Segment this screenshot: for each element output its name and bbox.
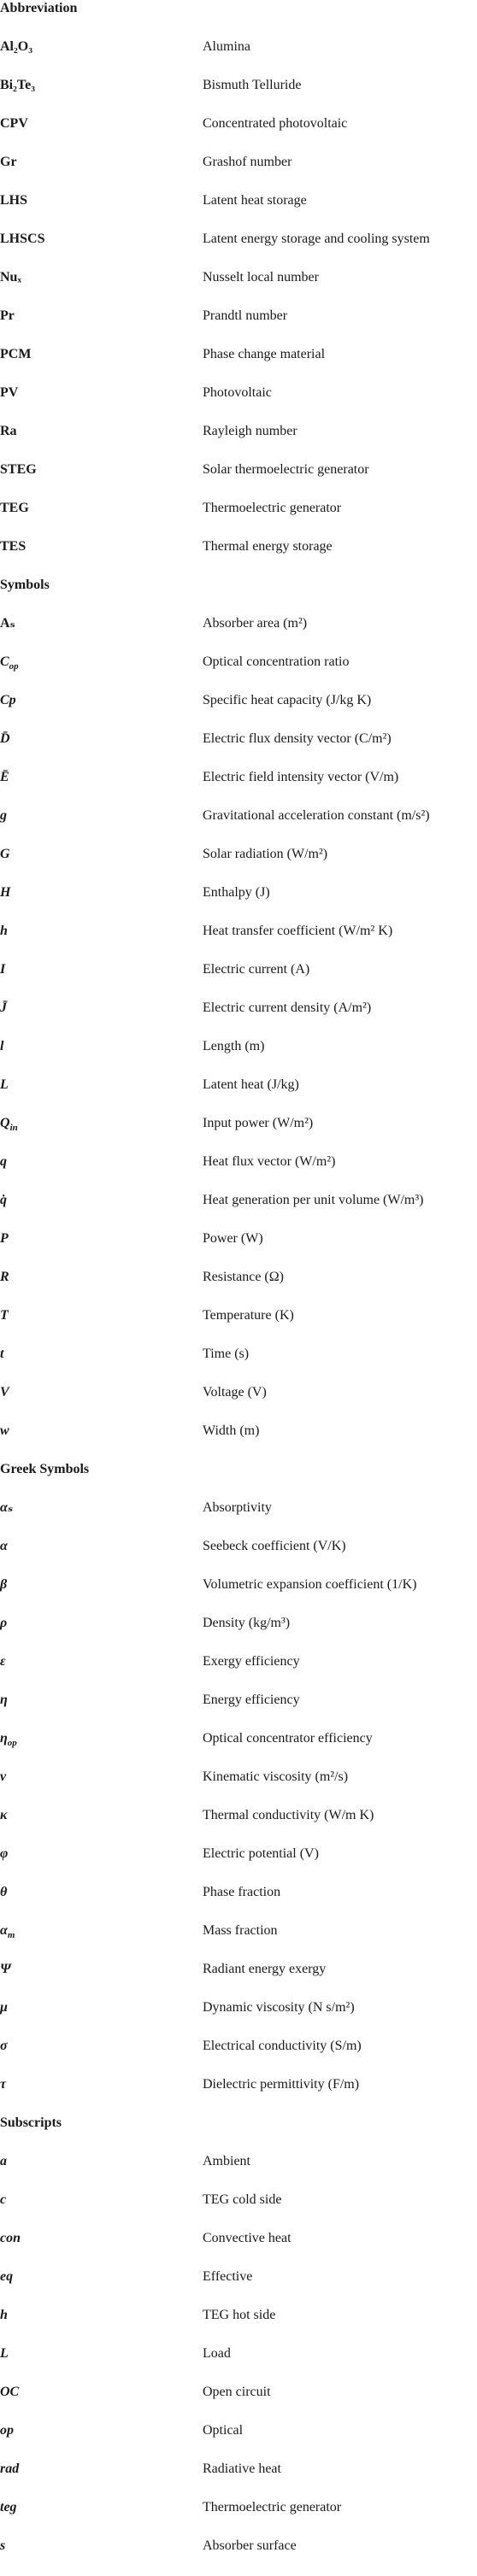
definition: Radiative heat (203, 2462, 281, 2476)
nomenclature-row (0, 1769, 477, 1807)
definition: Heat flux vector (W/m²) (203, 1154, 336, 1169)
nomenclature-row (0, 2384, 477, 2422)
nomenclature-row (0, 308, 477, 346)
definition: Temperature (K) (203, 1308, 294, 1323)
definition: Phase fraction (203, 1885, 281, 1899)
definition: Electric potential (V) (203, 1846, 319, 1861)
term: φ (0, 1846, 9, 1861)
term: Aₛ (0, 616, 15, 631)
term: op (0, 2423, 14, 2438)
term: TES (0, 539, 26, 554)
definition: Width (m) (203, 1423, 260, 1438)
definition: Specific heat capacity (J/kg K) (203, 693, 372, 707)
term: rad (0, 2462, 20, 2476)
nomenclature-row (0, 2038, 477, 2076)
nomenclature-row (0, 731, 477, 769)
term: ε (0, 1654, 6, 1669)
definition: Thermal conductivity (W/m K) (203, 1808, 374, 1822)
definition: Load (203, 2346, 231, 2361)
definition: Electric current (A) (203, 962, 310, 977)
nomenclature-row (0, 769, 477, 807)
term: Al₂O₃ (0, 39, 33, 54)
term: Gr (0, 155, 17, 169)
term: a (0, 2154, 7, 2168)
nomenclature-row (0, 384, 477, 423)
nomenclature-row (0, 461, 477, 500)
nomenclature-row (0, 1845, 477, 1884)
nomenclature-row (0, 500, 477, 538)
term: OC (0, 2385, 20, 2399)
definition: Electric flux density vector (C/m²) (203, 731, 392, 746)
nomenclature-row (0, 807, 477, 846)
nomenclature-row (0, 2230, 477, 2268)
term: ρ (0, 1616, 8, 1630)
term: β (0, 1577, 8, 1592)
definition: Electrical conductivity (S/m) (203, 2039, 362, 2053)
definition: Nusselt local number (203, 270, 319, 285)
nomenclature-row (0, 1538, 477, 1576)
definition: Absorber surface (203, 2538, 297, 2553)
term: CPV (0, 116, 28, 131)
term: σ (0, 2039, 8, 2053)
term: PV (0, 385, 19, 400)
nomenclature-row (0, 1230, 477, 1269)
nomenclature-row (0, 2422, 477, 2461)
term: Nuₓ (0, 270, 22, 285)
term: κ (0, 1808, 8, 1822)
definition: Radiant energy exergy (203, 1962, 327, 1976)
definition: Mass fraction (203, 1923, 278, 1938)
nomenclature-row (0, 231, 477, 269)
definition: Latent heat (J/kg) (203, 1077, 299, 1092)
term: Bi₂Te₃ (0, 78, 36, 92)
definition: Convective heat (203, 2231, 292, 2245)
nomenclature-row (0, 115, 477, 154)
term: h (0, 924, 8, 938)
nomenclature-row (0, 1922, 477, 1961)
nomenclature-row (0, 346, 477, 384)
nomenclature-row (0, 1115, 477, 1153)
nomenclature-row (0, 1192, 477, 1230)
term: J̄ (0, 1000, 7, 1015)
nomenclature-row (0, 1000, 477, 1038)
nomenclature-row (0, 884, 477, 923)
nomenclature-row (0, 846, 477, 884)
definition: Heat generation per unit volume (W/m³) (203, 1193, 424, 1207)
term: TEG (0, 501, 29, 515)
nomenclature-row (0, 923, 477, 961)
definition: Concentrated photovoltaic (203, 116, 348, 131)
nomenclature-row (0, 1384, 477, 1423)
definition: Seebeck coefficient (V/K) (203, 1539, 346, 1553)
nomenclature-row (0, 961, 477, 1000)
nomenclature-row (0, 1269, 477, 1307)
term: LHSCS (0, 232, 45, 246)
definition: Absorptivity (203, 1500, 272, 1515)
section-heading: Subscripts (0, 2115, 62, 2130)
definition: Latent heat storage (203, 193, 307, 208)
term: V (0, 1385, 9, 1399)
nomenclature-row (0, 423, 477, 461)
definition: Electric current density (A/m²) (203, 1000, 372, 1015)
nomenclature-row (0, 192, 477, 231)
term: H (0, 885, 11, 900)
definition: Dielectric permittivity (F/m) (203, 2077, 360, 2092)
definition: Effective (203, 2269, 253, 2284)
definition: Exergy efficiency (203, 1654, 300, 1669)
nomenclature-row (0, 538, 477, 577)
term: eq (0, 2269, 14, 2284)
term: G (0, 847, 10, 861)
definition: Length (m) (203, 1039, 265, 1053)
nomenclature-row (0, 692, 477, 731)
definition: Electric field intensity vector (V/m) (203, 770, 399, 784)
section-heading: Symbols (0, 578, 50, 592)
definition: Solar thermoelectric generator (203, 462, 369, 477)
nomenclature-row (0, 1730, 477, 1769)
nomenclature-row (0, 2192, 477, 2230)
definition: Dynamic viscosity (N s/m²) (203, 2000, 355, 2015)
term: Ra (0, 424, 17, 438)
definition: Kinematic viscosity (m²/s) (203, 1769, 349, 1784)
term: h (0, 2308, 8, 2322)
definition: Volumetric expansion coefficient (1/K) (203, 1577, 417, 1592)
term: con (0, 2231, 21, 2245)
definition: Optical (203, 2423, 244, 2438)
definition: Enthalpy (J) (203, 885, 270, 900)
nomenclature-row (0, 1999, 477, 2038)
nomenclature-row (0, 1961, 477, 1999)
definition: Power (W) (203, 1231, 263, 1246)
nomenclature-row (0, 654, 477, 692)
nomenclature-row (0, 269, 477, 308)
nomenclature-row (0, 2538, 477, 2576)
term: P (0, 1231, 9, 1246)
nomenclature-row (0, 154, 477, 192)
definition: Rayleigh number (203, 424, 297, 438)
term: R (0, 1270, 9, 1284)
definition: Photovoltaic (203, 385, 272, 400)
term: Pr (0, 308, 15, 323)
definition: Latent energy storage and cooling system (203, 232, 430, 246)
term: θ (0, 1885, 8, 1899)
term: T (0, 1308, 9, 1323)
term: c (0, 2192, 7, 2207)
section-heading: Abbreviation (0, 1, 78, 15)
nomenclature-row (0, 38, 477, 77)
term: LHS (0, 193, 28, 208)
term: PCM (0, 347, 32, 361)
term: teg (0, 2500, 17, 2514)
nomenclature-row (0, 2076, 477, 2115)
term: α (0, 1539, 8, 1553)
term: τ (0, 2077, 7, 2092)
definition: Gravitational acceleration constant (m/s²) (203, 808, 430, 823)
nomenclature-row (0, 77, 477, 115)
definition: Bismuth Telluride (203, 78, 302, 92)
term: g (0, 808, 7, 823)
term: $\alpha_m$ (0, 1923, 15, 1941)
nomenclature-row (0, 2345, 477, 2384)
nomenclature-row (0, 2153, 477, 2192)
definition: Solar radiation (W/m²) (203, 847, 328, 861)
definition: TEG cold side (203, 2192, 282, 2207)
term: μ (0, 2000, 8, 2015)
definition: Resistance (Ω) (203, 1270, 284, 1284)
nomenclature-row (0, 1423, 477, 1461)
nomenclature-row (0, 2307, 477, 2345)
definition: Thermoelectric generator (203, 2500, 342, 2514)
definition: Thermal energy storage (203, 539, 333, 554)
definition: Phase change material (203, 347, 326, 361)
nomenclature-row (0, 1884, 477, 1922)
nomenclature-row (0, 1153, 477, 1192)
definition: Open circuit (203, 2385, 271, 2399)
definition: Ambient (203, 2154, 250, 2168)
term: $\eta_{op}$ (0, 1731, 17, 1749)
nomenclature-row (0, 2499, 477, 2538)
nomenclature-row (0, 1038, 477, 1077)
nomenclature-row (0, 615, 477, 654)
definition: Absorber area (m²) (203, 616, 308, 631)
definition: Density (kg/m³) (203, 1616, 291, 1630)
nomenclature-row (0, 1307, 477, 1346)
term: ν (0, 1769, 7, 1784)
term: w (0, 1423, 9, 1438)
term: $C_{op}$ (0, 654, 19, 672)
term: I (0, 962, 6, 977)
definition: Optical concentration ratio (203, 654, 350, 669)
nomenclature-row (0, 2268, 477, 2307)
nomenclature-row (0, 1807, 477, 1845)
nomenclature-row (0, 2461, 477, 2499)
nomenclature-row (0, 1576, 477, 1615)
definition: Optical concentrator efficiency (203, 1731, 373, 1746)
term: η (0, 1693, 8, 1707)
definition: Voltage (V) (203, 1385, 267, 1399)
term: s (0, 2538, 6, 2553)
term: Ψ (0, 1962, 11, 1976)
term: t (0, 1347, 4, 1361)
section-heading: Greek Symbols (0, 1462, 90, 1476)
definition: Thermoelectric generator (203, 501, 342, 515)
definition: Time (s) (203, 1347, 250, 1361)
definition: Grashof number (203, 155, 292, 169)
term: Ē (0, 770, 9, 784)
nomenclature-row (0, 1077, 477, 1115)
nomenclature-row (0, 1499, 477, 1538)
definition: Input power (W/m²) (203, 1116, 314, 1130)
definition: Energy efficiency (203, 1693, 300, 1707)
nomenclature-row (0, 1615, 477, 1653)
nomenclature-row (0, 1346, 477, 1384)
term: Cp (0, 693, 16, 707)
term: q̇ (0, 1193, 7, 1207)
term: l (0, 1039, 4, 1053)
nomenclature-row (0, 1692, 477, 1730)
nomenclature-row (0, 1653, 477, 1692)
term: αₛ (0, 1500, 14, 1515)
definition: Prandtl number (203, 308, 288, 323)
term: $Q_{in}$ (0, 1116, 18, 1134)
definition: Alumina (203, 39, 250, 54)
definition: TEG hot side (203, 2308, 276, 2322)
term: q⃗ (0, 1154, 18, 1169)
term: L (0, 1077, 9, 1092)
definition: Heat transfer coefficient (W/m² K) (203, 924, 393, 938)
term: L (0, 2346, 9, 2361)
term: D̄ (0, 731, 10, 746)
term: STEG (0, 462, 37, 477)
